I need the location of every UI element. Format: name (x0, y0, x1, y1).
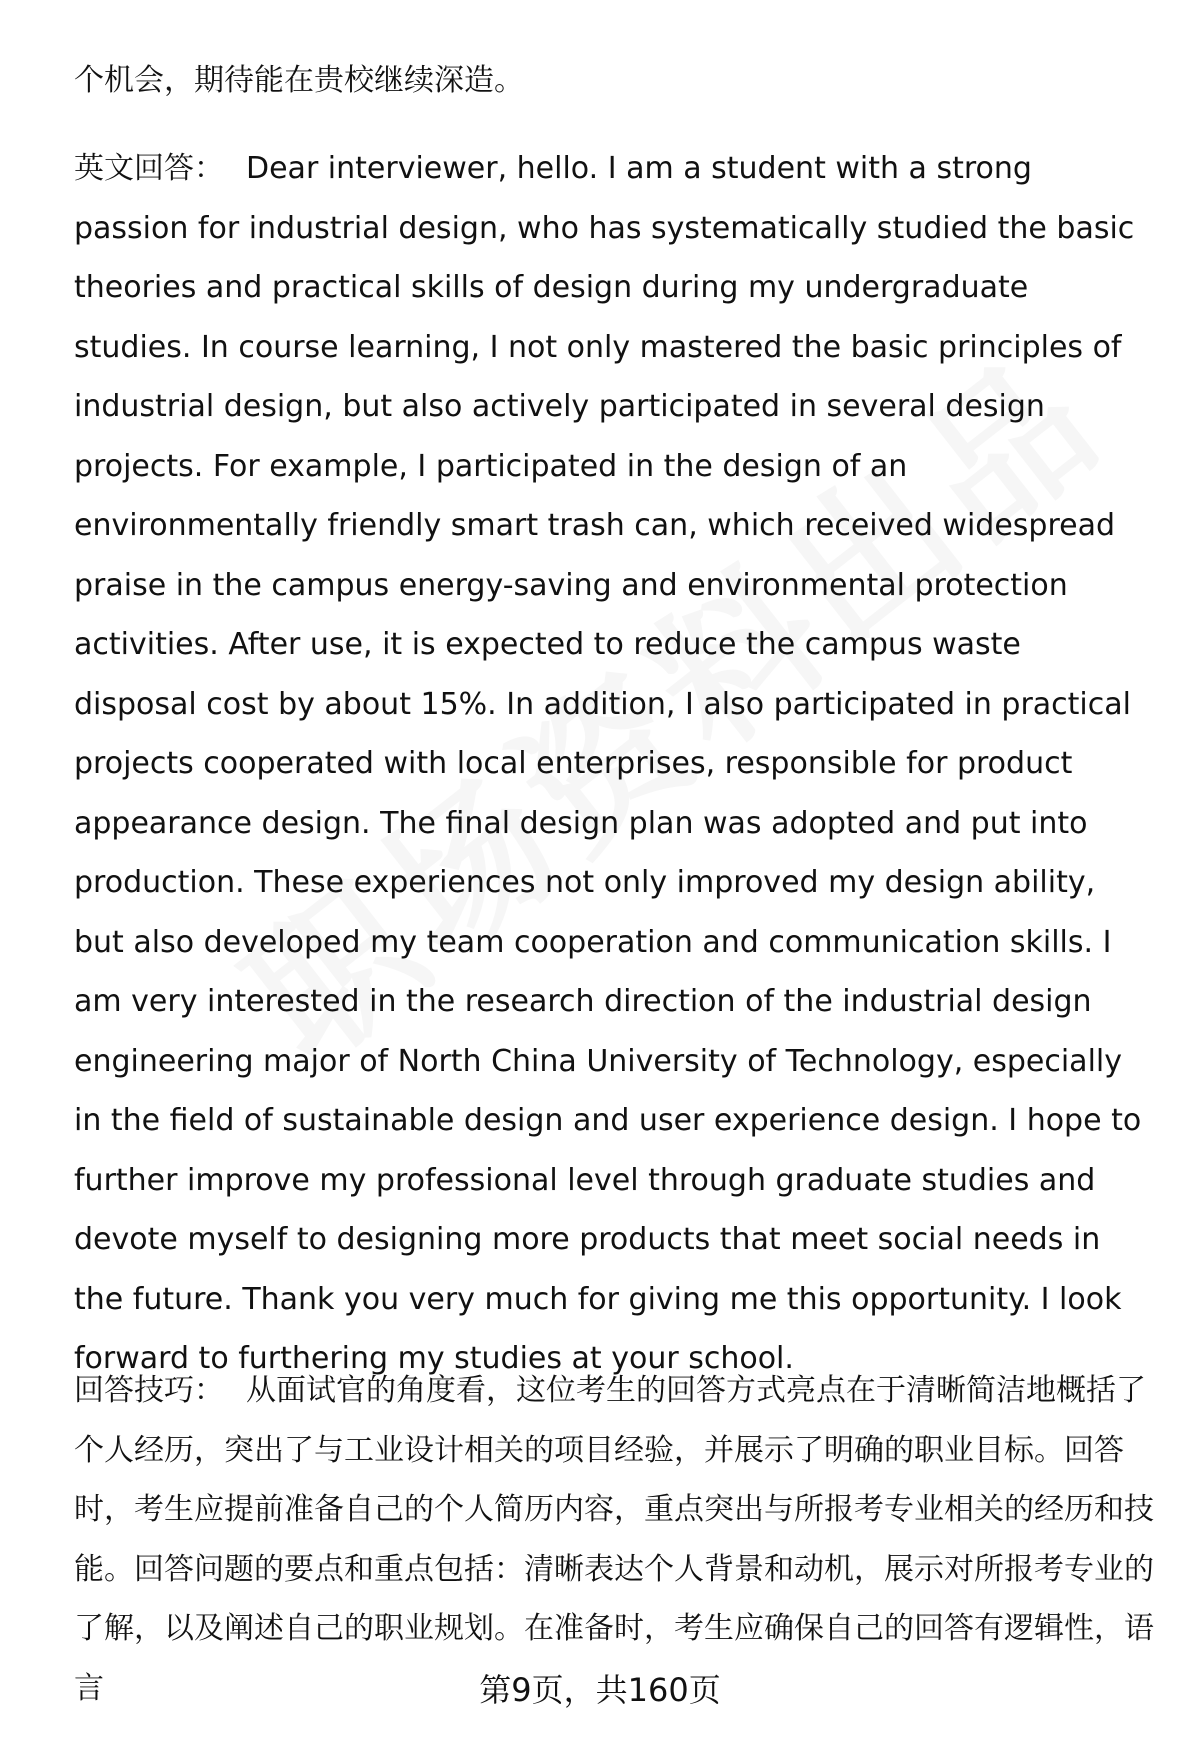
answer-tips-text: 从面试官的角度看，这位考生的回答方式亮点在于清晰简洁地概括了个人经历，突出了与工业设计相关的项目经验，并展示了明确的职业目标。回答时，考生应提前准备自己的个人简历内容，重点突出与所报考专业相关的经历和技能。回答问题的要点和重点包括：清晰表达个人背景和动机，展示对所报考专业的了解，以及阐述自己的职业规划。在准备时，考生应确保自己的回答有逻辑性，语言 (74, 1373, 1154, 1706)
answer-tips-paragraph (74, 1361, 1159, 1718)
paragraph-continuation: 个机会，期待能在贵校继续深造。 (74, 63, 524, 98)
page-number-footer: 第9页，共160页 (479, 1671, 721, 1709)
english-answer-paragraph (74, 139, 1149, 1389)
english-answer-label: 英文回答： (74, 151, 224, 186)
english-answer-text: Dear interviewer, hello. I am a student with a strong passion for industrial design, who has systematically studied the basic theories and practical skills of design during my undergraduate studies. In course learning, I not only mastered the basic principles of industrial design, but also actively participated in several design projects. For example, I participated in the design of an environmentally friendly smart trash can, which received widespread praise in the campus energy-saving and environmental protection activities. After use, it is expected to reduce the campus waste disposal cost by about 15%. In addition, I also participated in practical projects cooperated with local enterprises, responsible for product appearance design. The final design plan was adopted and put into production. These experiences not only improved my design ability, but also developed my team cooperation and communication skills. I am very interested in the research direction of the industrial design engineering major of North China University of Technology, especially in the field of sustainable design and user experience design. I hope to further improve my professional level through graduate studies and devote myself to designing more products that meet social needs in the future. Thank you very much for giving me this opportunity. I look forward to furthering my studies at your school. (74, 151, 1142, 1376)
answer-tips-label: 回答技巧： (74, 1373, 224, 1408)
